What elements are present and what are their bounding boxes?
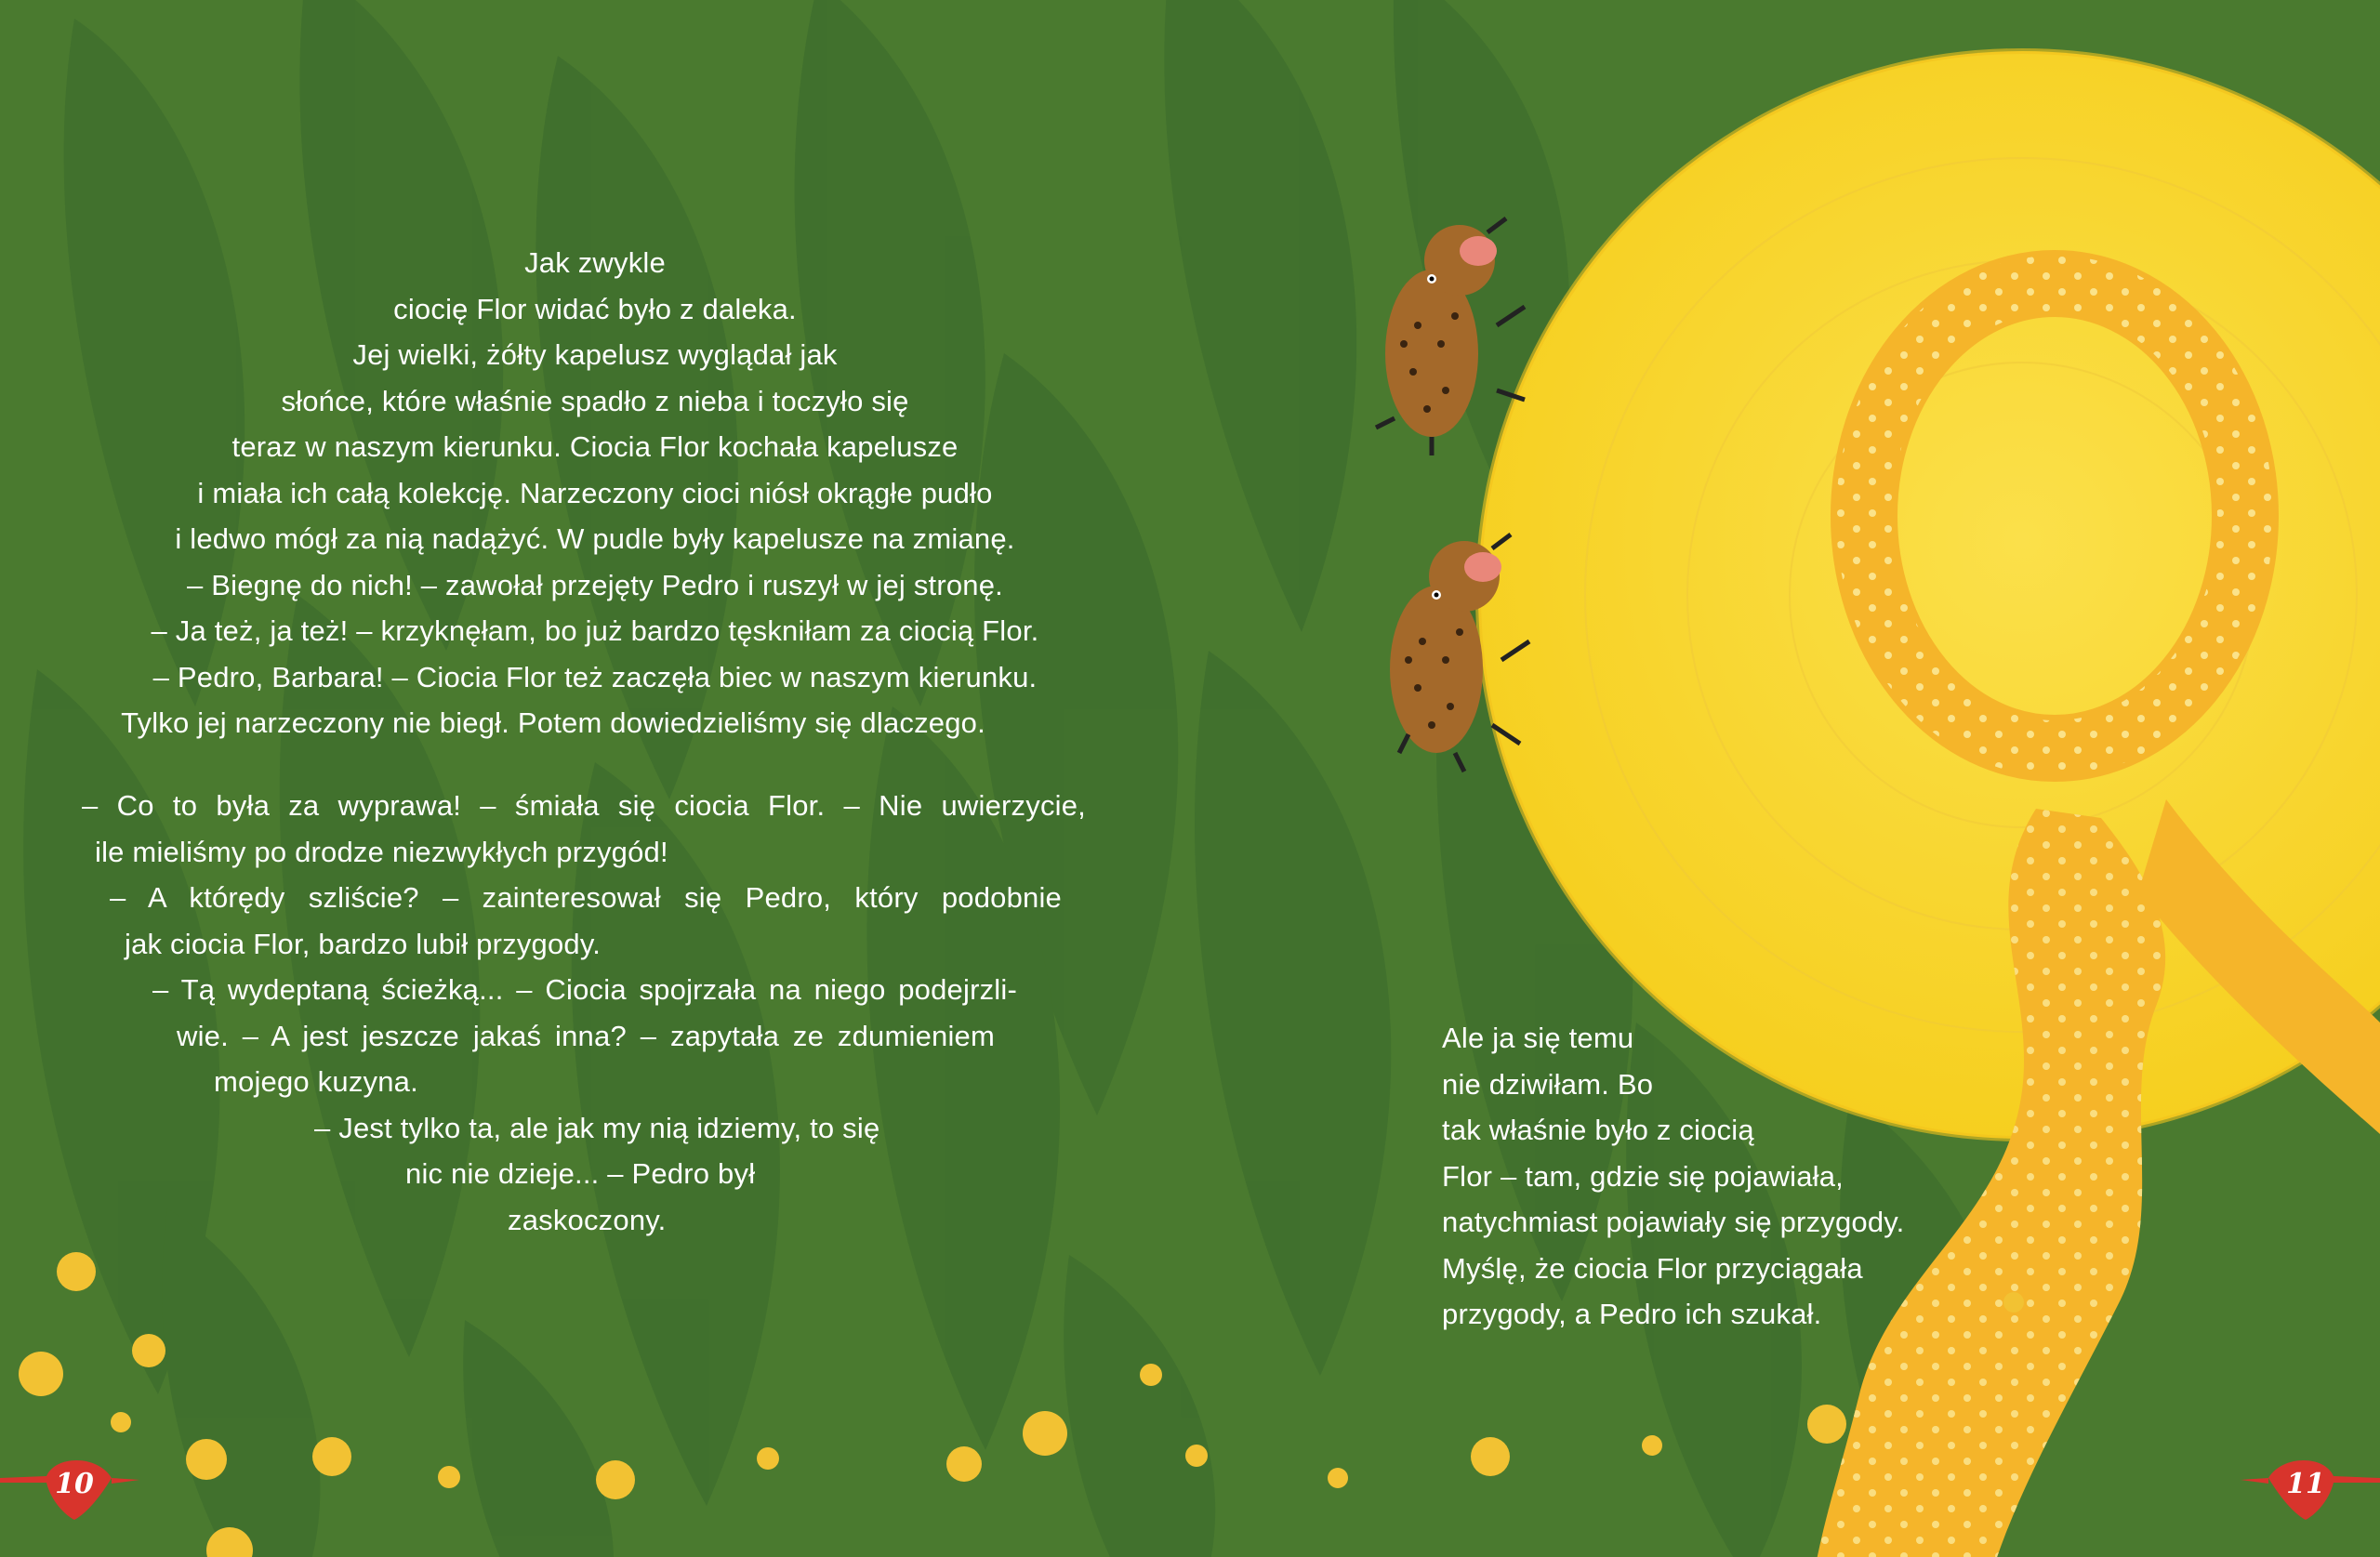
text-line: nie dziwiłam. Bo: [1442, 1067, 1654, 1101]
text-line: mojego kuzyna.: [214, 1065, 418, 1098]
text-line: – Jest tylko ta, ale jak my nią idziemy, to się: [314, 1111, 880, 1144]
text-line: przygody, a Pedro ich szukał.: [1442, 1298, 1822, 1330]
text-line: słońce, które właśnie spadło z nieba i toczyło się: [281, 384, 909, 417]
text-line: – Pedro, Barbara! – Ciocia Flor też zaczęła biec w naszym kierunku.: [152, 660, 1038, 693]
text-line: Jak zwykle: [524, 246, 666, 279]
text-line: teraz w naszym kierunku. Ciocia Flor kochała kapelusze: [231, 430, 959, 463]
story-paragraph-2: [84, 783, 1106, 1243]
text-line: Tylko jej narzeczony nie biegł. Potem dowiedzieliśmy się dlaczego.: [121, 706, 985, 739]
text-line: tak właśnie było z ciocią: [1442, 1114, 1754, 1146]
text-line: i ledwo mógł za nią nadążyć. W pudle były kapelusze na zmianę.: [175, 522, 1015, 555]
text-line: Myślę, że ciocia Flor przyciągała: [1442, 1251, 1863, 1285]
text-line: – Co to była za wyprawa! – śmiała się ciocia Flor. – Nie uwierzycie,: [82, 789, 1086, 822]
text-line: – Biegnę do nich! – zawołał przejęty Pedro i ruszył w jej stronę.: [187, 568, 1003, 601]
text-line: – A którędy szliście? – zainteresował się Pedro, który podobnie: [110, 881, 1062, 914]
text-line: Ale ja się temu: [1442, 1022, 1634, 1054]
text-line: ciocię Flor widać było z daleka.: [393, 292, 797, 325]
story-paragraph-right: [1442, 1015, 2018, 1338]
page-number-right: 11: [2286, 1468, 2325, 1500]
text-line: ile mieliśmy po drodze niezwykłych przygód!: [95, 835, 668, 868]
text-line: Flor – tam, gdzie się pojawiała,: [1442, 1159, 1844, 1193]
text-line: natychmiast pojawiały się przygody.: [1442, 1206, 1905, 1238]
text-line: nic nie dzieje... – Pedro był: [405, 1157, 756, 1190]
text-line: – Tą wydeptaną ścieżką... – Ciocia spojrzała na niego podejrzli-: [152, 973, 1017, 1006]
text-line: wie. – A jest jeszcze jakaś inna? – zapytała ze zdumieniem: [177, 1019, 995, 1052]
text-line: Jej wielki, żółty kapelusz wyglądał jak: [352, 338, 838, 371]
text-line: i miała ich całą kolekcję. Narzeczony cioci niósł okrągłe pudło: [197, 476, 993, 509]
text-line: – Ja też, ja też! – krzyknęłam, bo już bardzo tęskniłam za ciocią Flor.: [151, 614, 1039, 647]
text-line: zaskoczony.: [508, 1203, 667, 1236]
page-number-left: 10: [55, 1468, 94, 1500]
text-line: jak ciocia Flor, bardzo lubił przygody.: [125, 927, 602, 960]
story-paragraph-1: [0, 240, 1190, 746]
